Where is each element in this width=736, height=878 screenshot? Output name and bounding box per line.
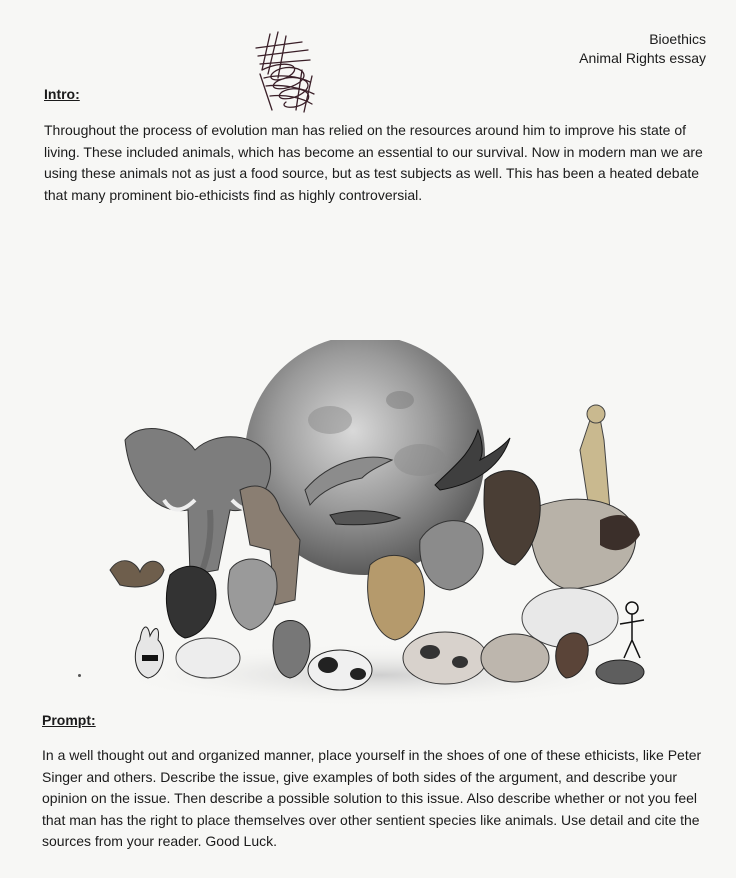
course-label: Bioethics [649,31,706,47]
lion-shape [368,555,425,640]
hog-shape [481,634,549,682]
lamb-shape [176,638,240,678]
rabbit-shape [135,627,163,678]
document-header [579,30,706,68]
prompt-paragraph: In a well thought out and organized manner, place yourself in the shoes of one of these ethicists, like Peter Singer and others. Describe the issue, give examples of both sides of the argument, and describe your opinion on the issue. Then describe a possible solution to this issue. Also describe whether or not you feel that man has the right to place themselves over other sentient species like animals. Use detail and cite the sources from your reader. Good Luck. [42,747,702,849]
stick-figure-drawing [620,602,644,658]
stray-mark [78,674,81,677]
intro-paragraph: Throughout the process of evolution man has relied on the resources around him to improve his state of living. These included animals, which has become an essential to our survival. Now in modern man we are using these animals not as just a food source, but as test subjects as well. This has been a heated debate that many prominent bio-ethicists find as highly controversial. [44,122,703,203]
turtle-shape [596,660,644,684]
handwritten-scribble [252,30,322,115]
moose-antler-shape [110,561,164,587]
essay-title: Animal Rights essay [579,50,706,66]
rhino-shape [420,521,483,590]
prompt-heading: Prompt: [42,712,96,728]
giraffe-shape [580,405,610,515]
intro-heading: Intro: [44,86,80,102]
wolf-shape [228,559,277,630]
bear-shape [484,471,540,565]
animal-collage-illustration [100,340,660,710]
pig-shape [403,632,487,684]
gorilla-shape [166,566,215,638]
